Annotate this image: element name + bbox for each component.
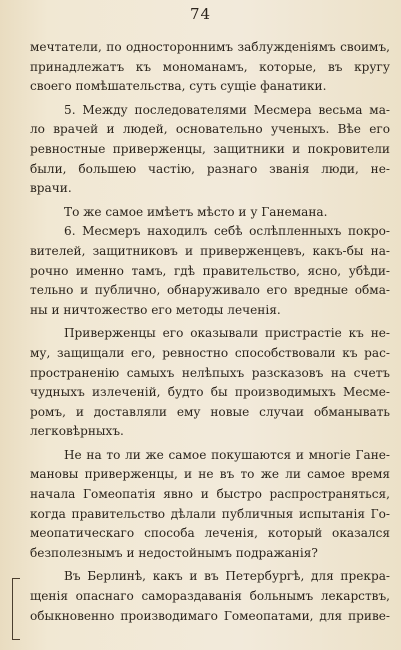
text-line: Въ Берлинѣ, какъ и въ Петербургѣ, для прекра- xyxy=(64,569,390,584)
text-line: щенiя опаснаго самораздаванiя больнымъ лекарствъ, xyxy=(30,589,390,604)
text-line: 5. Между последователями Месмера весьма ма- xyxy=(64,102,390,117)
page-number: 74 xyxy=(189,5,212,23)
text-line: 6. Месмеръ находилъ себѣ ослѣпленныхъ покро- xyxy=(64,224,390,239)
text-line: вителей, защитниковъ и приверженцевъ, какъ-бы на- xyxy=(30,243,390,258)
text-line: безполезнымъ и недостойнымъ подражанiя? xyxy=(30,545,318,560)
text-line: своего помѣшательства, суть сущiе фанатики. xyxy=(30,79,327,94)
text-line: меопатическаго способа леченiя, который оказался xyxy=(30,526,390,541)
text-line: врачи. xyxy=(30,181,72,196)
text-line: когда правительство дѣлали публичныя испытанiя Го- xyxy=(30,506,390,521)
text-line: му, защищали его, ревностно способствовали къ рас- xyxy=(30,345,390,360)
text-line: ромъ, и доставляли ему новые случаи обманывать xyxy=(30,404,390,419)
body-text xyxy=(30,38,390,626)
text-line: легковѣрныхъ. xyxy=(30,424,124,439)
text-line: принадлежатъ къ мономанамъ, которые, въ кругу xyxy=(30,59,390,74)
text-line: ны и ничтожество его методы леченiя. xyxy=(30,302,281,317)
text-line: ло врачей и людей, основательно ученыхъ. Вѣе его xyxy=(30,122,390,137)
text-line: То же самое имѣетъ мѣсто и у Ганемана. xyxy=(64,204,328,219)
text-line: ревностные приверженцы, защитники и покровители xyxy=(30,141,390,156)
text-line: пространенiю самыхъ нелѣпыхъ разсказовъ на счетъ xyxy=(30,365,390,380)
text-line: начала Гомеопатiя явно и быстро распространяться, xyxy=(30,487,390,502)
text-line: тельно и публично, обнаруживало его вредные обма- xyxy=(30,283,390,298)
text-line: мановы приверженцы, и не въ то же ли самое время xyxy=(30,467,390,482)
text-line: мечтатели, по одностороннимъ заблужденiямъ своимъ, xyxy=(30,40,390,54)
text-line: обыкновенно производимаго Гомеопатами, для приве- xyxy=(30,608,390,623)
text-line: рочно именно тамъ, гдѣ правительство, ясно, убѣди- xyxy=(30,263,390,278)
text-line: чудныхъ излеченiй, будто бы производимыхъ Месме- xyxy=(30,385,390,400)
text-line: Приверженцы его оказывали пристрастiе къ не- xyxy=(64,326,390,341)
margin-bracket-mark xyxy=(12,578,20,640)
text-line: были, большею частiю, разнаго званiя люди, не- xyxy=(30,161,390,176)
text-line: Не на то ли же самое покушаются и многiе Гане- xyxy=(64,447,390,462)
